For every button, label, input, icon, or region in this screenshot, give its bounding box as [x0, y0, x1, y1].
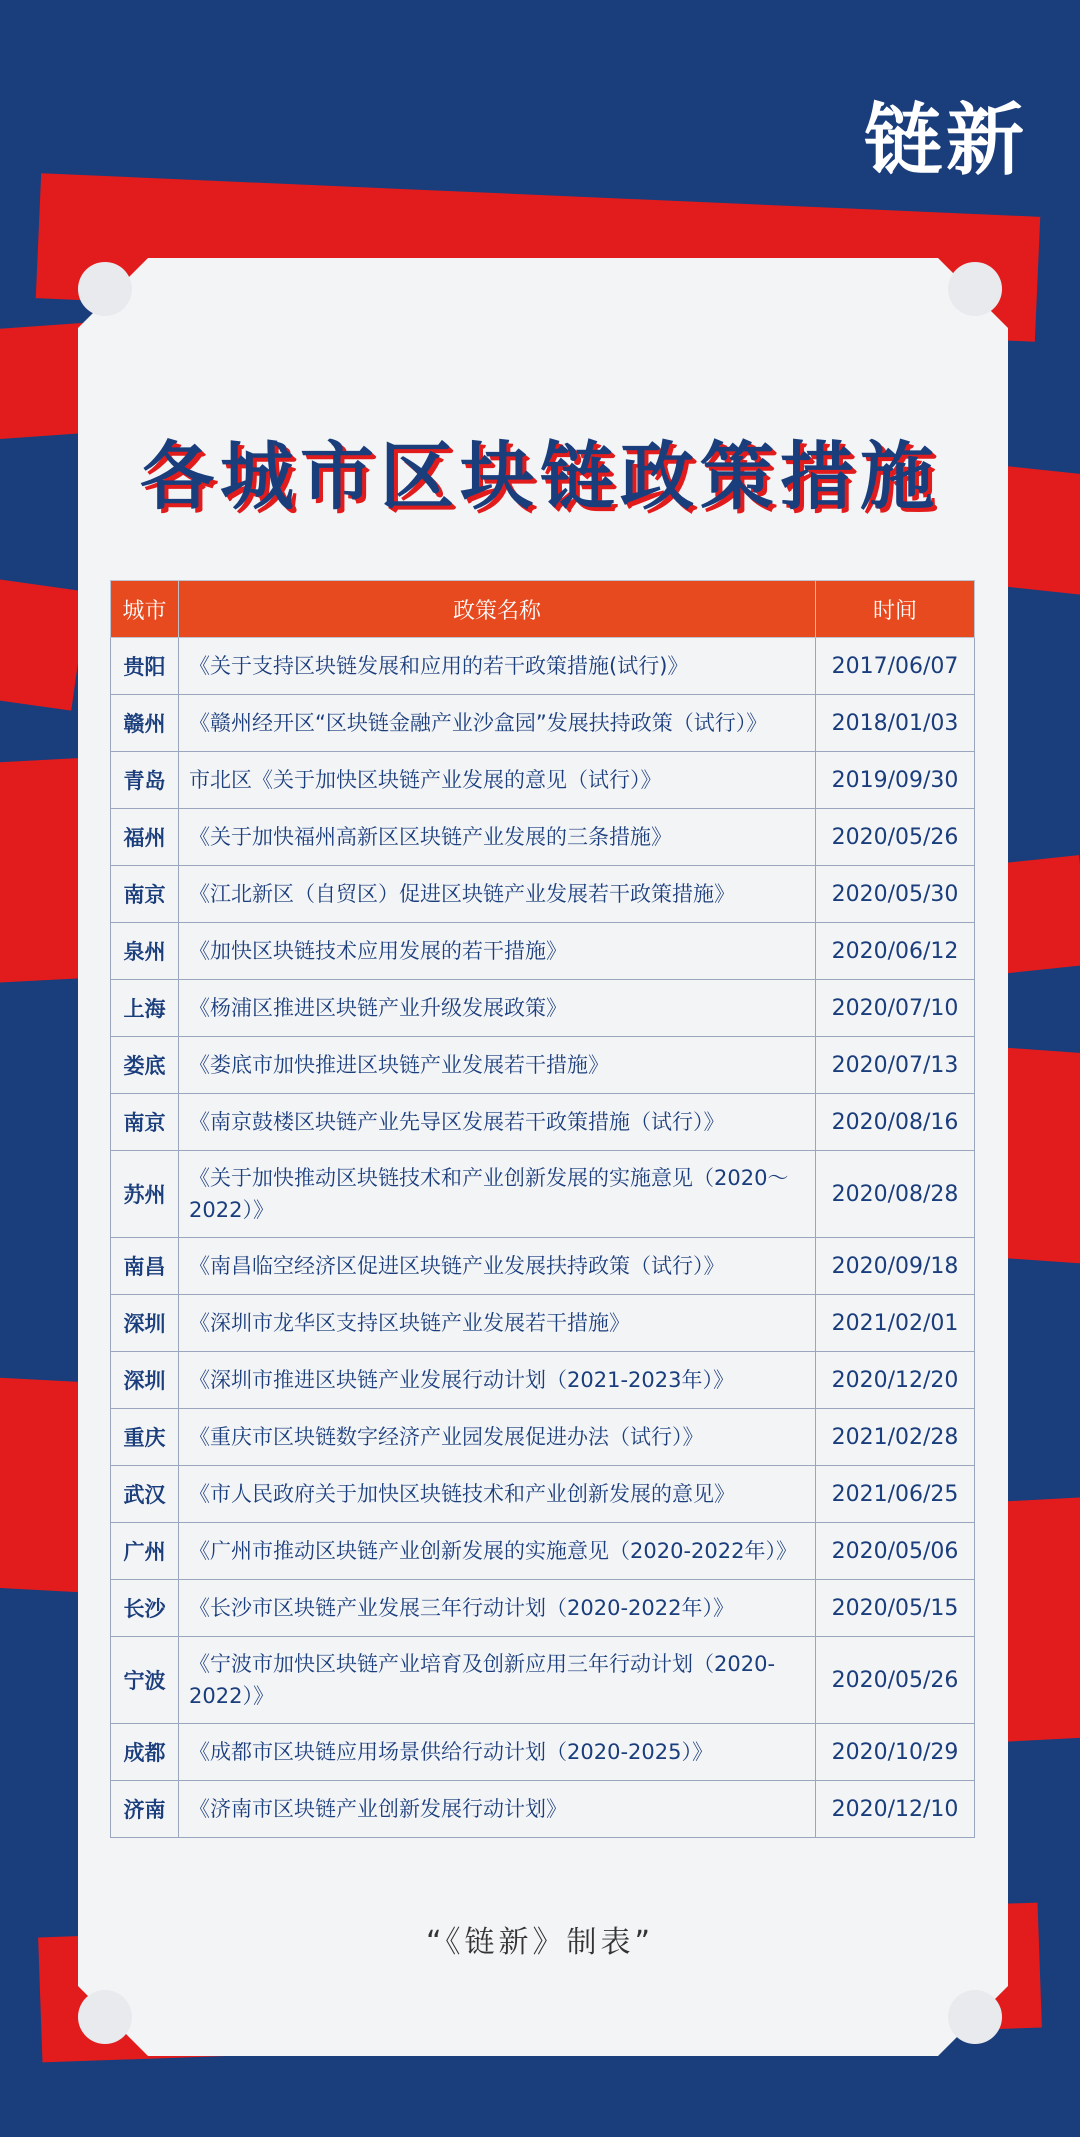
city-cell: 泉州 [111, 923, 179, 980]
policy-name-cell: 《关于支持区块链发展和应用的若干政策措施(试行)》 [179, 638, 816, 695]
date-cell: 2020/05/26 [816, 809, 975, 866]
date-cell: 2020/05/26 [816, 1637, 975, 1724]
table-row [111, 1781, 975, 1838]
date-cell: 2020/12/10 [816, 1781, 975, 1838]
city-cell: 武汉 [111, 1466, 179, 1523]
policy-name-cell: 《南昌临空经济区促进区块链产业发展扶持政策（试行）》 [179, 1238, 816, 1295]
decor-ribbon [0, 579, 88, 710]
date-cell: 2020/05/06 [816, 1523, 975, 1580]
date-cell: 2020/06/12 [816, 923, 975, 980]
brand-logo: 链新 [863, 96, 1028, 186]
table-row [111, 1238, 975, 1295]
policy-name-cell: 市北区《关于加快区块链产业发展的意见（试行）》 [179, 752, 816, 809]
page-title: 各城市区块链政策措施 [140, 434, 940, 520]
policy-name-cell: 《宁波市加快区块链产业培育及创新应用三年行动计划（2020-2022）》 [179, 1637, 816, 1724]
date-cell: 2021/02/28 [816, 1409, 975, 1466]
city-cell: 苏州 [111, 1151, 179, 1238]
date-cell: 2021/06/25 [816, 1466, 975, 1523]
header-city: 城市 [111, 581, 179, 638]
date-cell: 2020/12/20 [816, 1352, 975, 1409]
policy-name-cell: 《南京鼓楼区块链产业先导区发展若干政策措施（试行）》 [179, 1094, 816, 1151]
header-policy: 政策名称 [179, 581, 816, 638]
policy-name-cell: 《娄底市加快推进区块链产业发展若干措施》 [179, 1037, 816, 1094]
date-cell: 2020/08/16 [816, 1094, 975, 1151]
table-row [111, 1523, 975, 1580]
policy-name-cell: 《长沙市区块链产业发展三年行动计划（2020-2022年）》 [179, 1580, 816, 1637]
policy-name-cell: 《杨浦区推进区块链产业升级发展政策》 [179, 980, 816, 1037]
table-row [111, 752, 975, 809]
city-cell: 福州 [111, 809, 179, 866]
city-cell: 成都 [111, 1724, 179, 1781]
date-cell: 2020/09/18 [816, 1238, 975, 1295]
date-cell: 2018/01/03 [816, 695, 975, 752]
corner-dot [78, 262, 132, 316]
policy-name-cell: 《深圳市龙华区支持区块链产业发展若干措施》 [179, 1295, 816, 1352]
table-row [111, 923, 975, 980]
date-cell: 2020/05/30 [816, 866, 975, 923]
date-cell: 2020/10/29 [816, 1724, 975, 1781]
table-row [111, 1094, 975, 1151]
city-cell: 济南 [111, 1781, 179, 1838]
policy-name-cell: 《加快区块链技术应用发展的若干措施》 [179, 923, 816, 980]
policy-name-cell: 《重庆市区块链数字经济产业园发展促进办法（试行）》 [179, 1409, 816, 1466]
date-cell: 2020/05/15 [816, 1580, 975, 1637]
date-cell: 2021/02/01 [816, 1295, 975, 1352]
date-cell: 2019/09/30 [816, 752, 975, 809]
table-row [111, 809, 975, 866]
city-cell: 赣州 [111, 695, 179, 752]
city-cell: 深圳 [111, 1295, 179, 1352]
header-date: 时间 [816, 581, 975, 638]
date-cell: 2017/06/07 [816, 638, 975, 695]
city-cell: 宁波 [111, 1637, 179, 1724]
table-row [111, 1352, 975, 1409]
corner-dot [948, 1990, 1002, 2044]
policy-name-cell: 《成都市区块链应用场景供给行动计划（2020-2025）》 [179, 1724, 816, 1781]
city-cell: 广州 [111, 1523, 179, 1580]
policy-name-cell: 《江北新区（自贸区）促进区块链产业发展若干政策措施》 [179, 866, 816, 923]
policy-name-cell: 《关于加快福州高新区区块链产业发展的三条措施》 [179, 809, 816, 866]
corner-dot [948, 262, 1002, 316]
table-row [111, 1037, 975, 1094]
table-row [111, 1466, 975, 1523]
city-cell: 南昌 [111, 1238, 179, 1295]
table-row [111, 695, 975, 752]
policy-name-cell: 《广州市推动区块链产业创新发展的实施意见（2020-2022年）》 [179, 1523, 816, 1580]
city-cell: 重庆 [111, 1409, 179, 1466]
policy-name-cell: 《深圳市推进区块链产业发展行动计划（2021-2023年）》 [179, 1352, 816, 1409]
table-row [111, 1580, 975, 1637]
table-row [111, 1637, 975, 1724]
policy-name-cell: 《赣州经开区“区块链金融产业沙盒园”发展扶持政策（试行）》 [179, 695, 816, 752]
city-cell: 南京 [111, 1094, 179, 1151]
city-cell: 贵阳 [111, 638, 179, 695]
date-cell: 2020/07/13 [816, 1037, 975, 1094]
policy-name-cell: 《济南市区块链产业创新发展行动计划》 [179, 1781, 816, 1838]
city-cell: 深圳 [111, 1352, 179, 1409]
table-row [111, 1151, 975, 1238]
credit-caption: “《链新》制表” [425, 1925, 655, 1960]
city-cell: 上海 [111, 980, 179, 1037]
policy-table [110, 580, 975, 1838]
table-row [111, 638, 975, 695]
corner-dot [78, 1990, 132, 2044]
table-header-row [111, 581, 975, 638]
city-cell: 长沙 [111, 1580, 179, 1637]
date-cell: 2020/08/28 [816, 1151, 975, 1238]
table-row [111, 1724, 975, 1781]
table-row [111, 1295, 975, 1352]
policy-name-cell: 《关于加快推动区块链技术和产业创新发展的实施意见（2020～2022）》 [179, 1151, 816, 1238]
date-cell: 2020/07/10 [816, 980, 975, 1037]
city-cell: 南京 [111, 866, 179, 923]
table-row [111, 980, 975, 1037]
policy-name-cell: 《市人民政府关于加快区块链技术和产业创新发展的意见》 [179, 1466, 816, 1523]
table-row [111, 866, 975, 923]
table-row [111, 1409, 975, 1466]
city-cell: 娄底 [111, 1037, 179, 1094]
city-cell: 青岛 [111, 752, 179, 809]
